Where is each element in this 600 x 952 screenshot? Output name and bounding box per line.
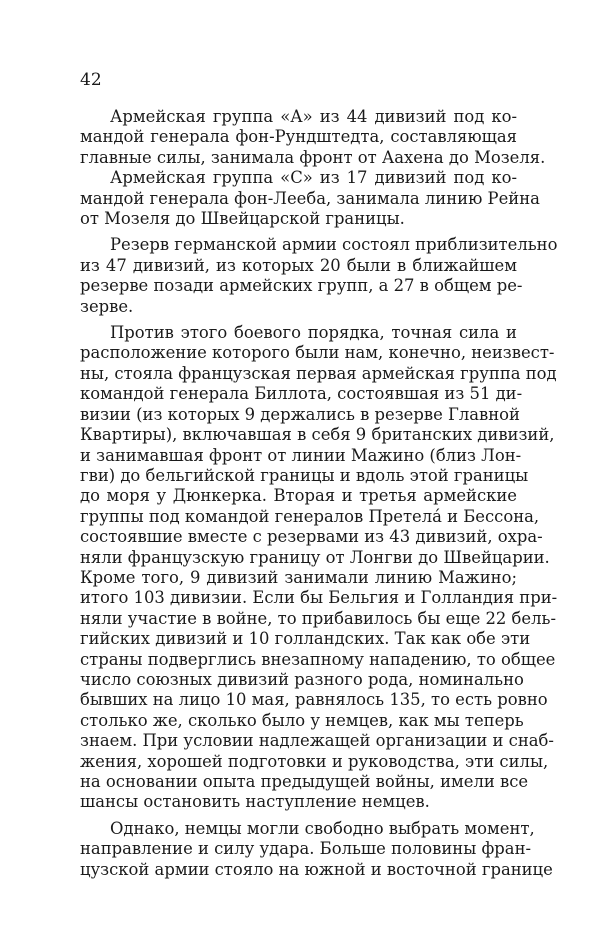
paragraph-german-initiative	[80, 818, 553, 880]
paragraph-army-group-c	[80, 168, 540, 229]
text-line: Однако, немцы могли свободно выбрать момент,	[110, 818, 535, 838]
text-line: командой генерала Биллота, состоявшая из 51 ди-	[80, 384, 523, 404]
text-line: страны подверглись внезапному нападению, то общее	[80, 649, 556, 669]
text-line: Армейская группа «А» из 44 дивизий под ко-	[110, 107, 517, 126]
text-line: Резерв германской армии состоял приблизительно	[110, 235, 558, 255]
text-line: Кроме того, 9 дивизий занимали линию Мажино;	[80, 567, 517, 587]
text-line: няли участие в войне, то прибавилось бы еще 22 бель-	[80, 608, 557, 628]
text-line: резерве позади армейских групп, а 27 в общем ре-	[80, 276, 523, 296]
body-text	[80, 107, 558, 880]
text-line: зерве.	[80, 296, 134, 316]
text-line: группы под командой генералов Претела́ и Бессона,	[80, 506, 540, 526]
text-line: и занимавшая фронт от линии Мажино (близ Лон-	[80, 445, 522, 465]
text-line: Армейская группа «С» из 17 дивизий под ко-	[110, 168, 517, 188]
text-line: число союзных дивизий разного рода, номинально	[80, 669, 524, 689]
text-line: состоявшие вместе с резервами из 43 дивизий, охра-	[80, 527, 543, 547]
text-line: цузской армии стояло на южной и восточной границе	[80, 859, 553, 879]
paragraph-army-group-a	[80, 107, 546, 168]
paragraph-german-reserve	[80, 235, 558, 317]
page-number: 42	[80, 70, 102, 90]
text-line: визии (из которых 9 держались в резерве Главной	[80, 404, 520, 424]
text-line: няли французскую границу от Лонгви до Швейцарии.	[80, 547, 550, 567]
text-line: направление и силу удара. Больше половины фран-	[80, 839, 532, 859]
text-line: итого 103 дивизии. Если бы Бельгия и Голландия при-	[80, 588, 558, 608]
text-line: гви) до бельгийской границы и вдоль этой границы	[80, 465, 529, 485]
text-line: на основании опыта предыдущей войны, имели все	[80, 772, 529, 791]
text-line: мандой генерала фон-Рундштедта, составляющая	[80, 127, 517, 147]
text-line: жения, хорошей подготовки и руководства, эти силы,	[80, 751, 549, 771]
text-line: из 47 дивизий, из которых 20 были в ближайшем	[80, 255, 517, 275]
text-line: бывших на лицо 10 мая, равнялось 135, то есть ровно	[80, 690, 548, 710]
text-line: расположение которого были нам, конечно, неизвест-	[80, 343, 555, 363]
text-line: шансы остановить наступление немцев.	[80, 792, 430, 812]
text-line: знаем. При условии надлежащей организации и снаб-	[80, 731, 554, 751]
text-line: Квартиры), включавшая в себя 9 британских дивизий,	[80, 425, 555, 445]
text-line: до моря у Дюнкерка. Вторая и третья армейские	[80, 486, 517, 506]
paragraph-french-forces	[80, 323, 558, 813]
text-line: главные силы, занимала фронт от Аахена до Мозеля.	[80, 147, 546, 167]
text-line: Против этого боевого порядка, точная сила и	[110, 323, 517, 343]
text-line: ны, стояла французская первая армейская группа под	[80, 363, 557, 383]
text-line: гийских дивизий и 10 голландских. Так как обе эти	[80, 629, 531, 649]
text-line: мандой генерала фон-Лееба, занимала линию Рейна	[80, 188, 540, 208]
text-line: столько же, сколько было у немцев, как мы теперь	[80, 710, 524, 730]
text-line: от Мозеля до Швейцарской границы.	[80, 209, 405, 229]
